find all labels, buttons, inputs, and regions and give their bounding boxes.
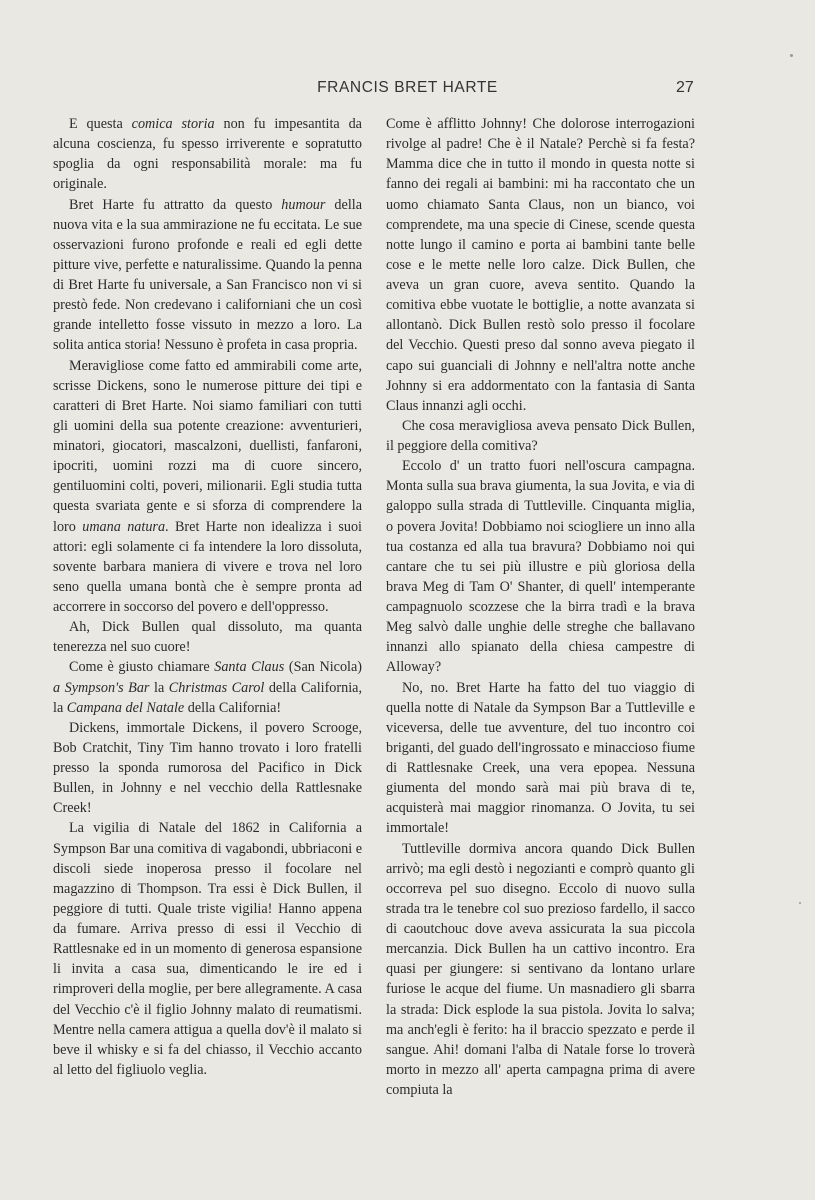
running-title: FRANCIS BRET HARTE (317, 79, 498, 96)
paragraph: No, no. Bret Harte ha fatto del tuo viaggio di quella notte di Natale da Sympson Bar a Tuttleville e viceversa, delle tue avventure, del tuo incontro coi briganti, del guado dell'ingrossato e minaccioso fiume di Rattlesnake Creek, una vera epopea. Nessuna giumenta del mondo sarà mai più brava di te, acquisterà mai maggior rinomanza. O Jovita, tu sei immortale! (386, 679, 695, 837)
italic-title: Christmas Carol (168, 679, 265, 696)
paragraph: Bret Harte fu attratto da questo humour della nuova vita e la sua ammirazione ne fu eccitata. Le sue osservazioni furono profonde e reali ed egli dette pitture vive, perfette e naturalissime. Quando la penna di Bret Harte fu universale, a San Francisco non vi si prestò fede. Non credevano i californiani che un così grande intelletto fosse vissuto in mezzo a loro. La solita antica storia! Nessuno è profeta in casa propria. (53, 196, 362, 354)
italic-title: Campana del Natale (66, 699, 185, 716)
italic-title: a Sympson's Bar (53, 679, 150, 696)
paragraph: Tuttleville dormiva ancora quando Dick Bullen arrivò; ma egli destò i negozianti e comprò quanto gli occorreva pel suo disegno. Eccolo di nuovo sulla strada tra le tenebre col suo prezioso fardello, il sacco di caoutchouc dove aveva assicurata la sua piccola mercanzia. Dick Bullen ha un cattivo incontro. Era quasi per giungere: si sentivano da lontano urlare furiose le acque del fiume. Un masnadiero gli sbarra la strada: Dick esplode la sua pistola. Jovita lo salva; ma anch'egli è ferito: ha il braccio spezzato e perde il sangue. Ahi! domani l'alba di Natale forse lo troverà morto in mezzo all' aperta campagna prima di avere compiuta la (386, 840, 695, 1098)
italic-title: umana natura (82, 518, 166, 535)
left-column (53, 114, 362, 1080)
running-header (0, 79, 815, 101)
paragraph: Eccolo d' un tratto fuori nell'oscura campagna. Monta sulla sua brava giumenta, la sua Jovita, e via di galoppo sulla strada di Tuttleville. Cinquanta miglia, o povera Jovita! Dobbiamo noi sciogliere un inno alla tua costanza ed alla tua bravura? Dobbiamo noi qui cantare che tu sei più illustre e più gloriosa della brava Meg di Tam O' Shanter, di quell' intemperante campagnuolo scozzese che la birra tradì e la brava Meg salvò dalle unghie delle streghe che ballavano innanzi allo spianato della chiesa campestre di Alloway? (386, 458, 695, 676)
paragraph: Come è giusto chiamare Santa Claus (San Nicola) a Sympson's Bar la Christmas Carol della California, la Campana del Natale della California! (53, 659, 363, 716)
italic-title: Santa Claus (214, 659, 285, 676)
paragraph: E questa comica storia non fu impesantita da alcuna coscienza, fu spesso irriverente e sopratutto spoglia da ogni responsabilità morale: ma fu originale. (53, 116, 362, 193)
page-number: 27 (676, 79, 694, 96)
paragraph: Che cosa meravigliosa aveva pensato Dick Bullen, il peggiore della comitiva? (386, 417, 695, 454)
italic-title: humour (281, 196, 326, 213)
paragraph: Meravigliose come fatto ed ammirabili come arte, scrisse Dickens, sono le numerose pitture dei tipi e caratteri di Bret Harte. Noi siamo familiari con tutti gli uomini della sua potente creazione: avventurieri, minatori, giocatori, mascalzoni, duellisti, fanfaroni, ipocriti, uomini rozzi ma di cuore sincero, gentiluomini colti, poveri, milionarii. Egli studia tutta questa svariata gente e si sforza di comprendere la loro umana natura. Bret Harte non idealizza i suoi attori: egli solamente ci fa intendere la loro dissoluta, sovente barbara maniera di vivere e trova nel loro seno quella umana bontà che è sempre pronta ad accorrere in soccorso del povero e dell'oppresso. (53, 357, 362, 615)
italic-title: comica storia (131, 116, 215, 132)
scan-speck (790, 54, 793, 57)
paragraph: Ah, Dick Bullen qual dissoluto, ma quanta tenerezza nel suo cuore! (53, 619, 362, 656)
right-column (386, 114, 695, 1100)
paragraph: La vigilia di Natale del 1862 in California a Sympson Bar una comitiva di vagabondi, ubbriaconi e discoli siede inoperosa presso il focolare nel magazzino di Thompson. Tra essi è Dick Bullen, il peggiore di tutti. Quale triste vigilia! Hanno appena da fumare. Arriva presso di essi il Vecchio di Rattlesnake ed in un momento di generosa espansione li invita a casa sua, dimenticando le ire ed i rimproveri della moglie, per bere allegramente. A casa del Vecchio c'è il figlio Johnny malato di reumatismi. Mentre nella camera attigua a quella dov'è il malato si beve il whisky e si fa del chiasso, il Vecchio accanto al letto del figliuolo veglia. (53, 820, 362, 1078)
paragraph: Dickens, immortale Dickens, il povero Scrooge, Bob Cratchit, Tiny Tim hanno trovato i loro fratelli presso la sponda rumorosa del Pacifico in Dick Bullen, in Johnny e nel vecchio della Rattlesnake Creek! (53, 719, 362, 817)
scan-speck (799, 902, 801, 904)
paragraph: Come è afflitto Johnny! Che dolorose interrogazioni rivolge al padre! Che è il Natale? Perchè si fa festa? Mamma dice che in tutto il mondo in questa notte si fanno dei regali ai bambini: mi ha raccontato che un uomo chiamato Santa Claus, non un bianco, voi comprendete, ma una specie di Cinese, scende questa notte lungo il camino e porta ai bambini tante belle cose e le mette nelle loro calze. Dick Bullen, che aveva un gran cuore, aveva sentito. Quando la comitiva ebbe vuotate le bottiglie, a notte avanzata si allontanò. Dick Bullen restò solo presso il focolare del Vecchio. Questi preso dal sonno aveva piegato il capo sui guanciali di Johnny e nell'altra notte anche Johnny si era addormentato con la fantasia di Santa Claus innanzi agli occhi. (386, 116, 695, 414)
